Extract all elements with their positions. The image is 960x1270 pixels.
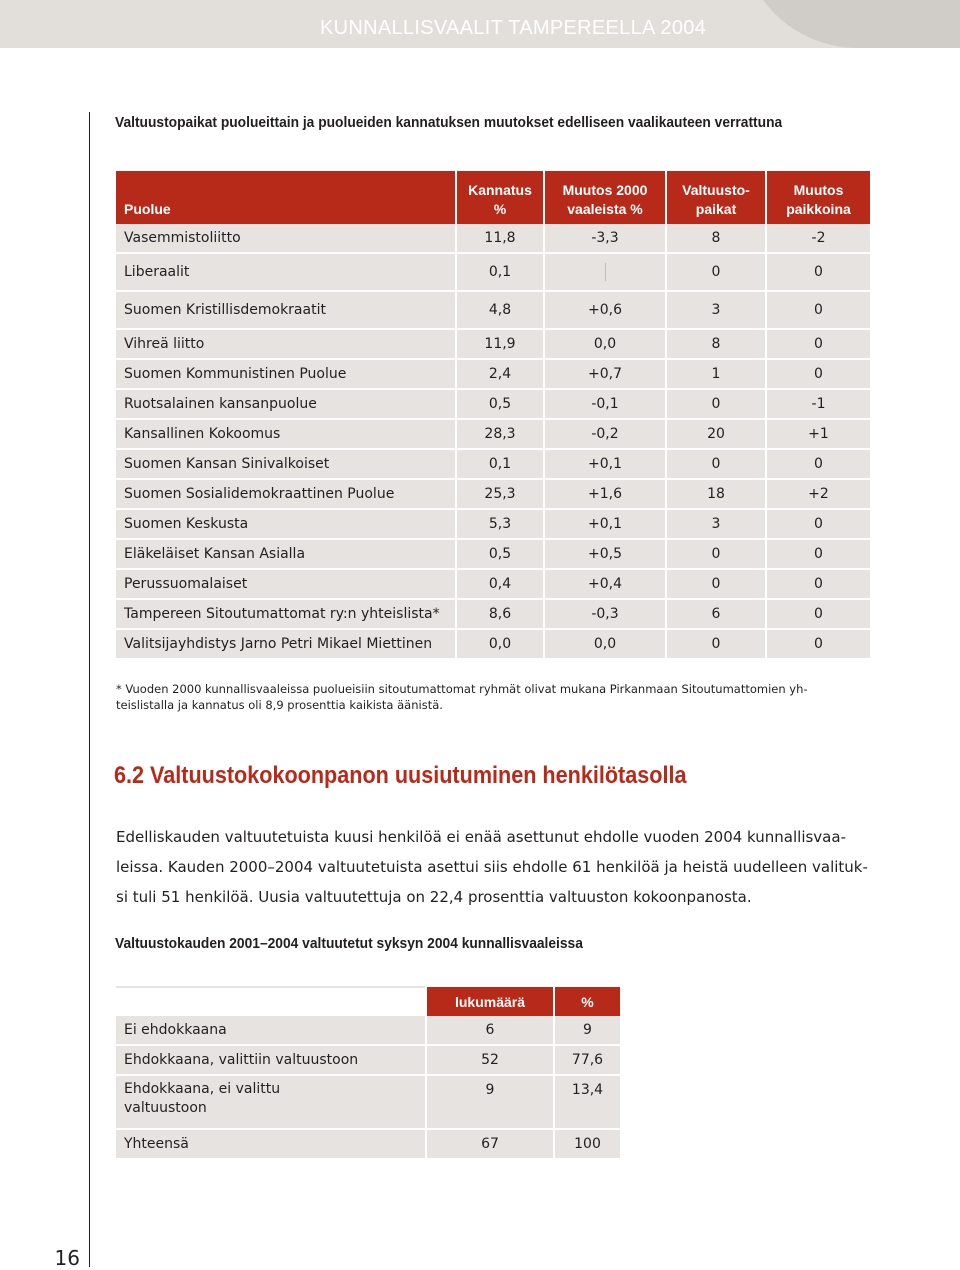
seats-cell: 8	[666, 329, 766, 359]
seat-change-cell: 0	[766, 291, 870, 329]
seat-change-cell: 0	[766, 569, 870, 599]
row-label: Ei ehdokkaana	[116, 1016, 426, 1045]
support-cell: 4,8	[456, 291, 544, 329]
party-cell: Perussuomalaiset	[116, 569, 456, 599]
party-cell: Suomen Kansan Sinivalkoiset	[116, 449, 456, 479]
table-row	[116, 509, 870, 539]
table-header-row	[116, 987, 620, 1016]
seat-change-cell: +1	[766, 419, 870, 449]
seat-change-cell: 0	[766, 329, 870, 359]
table-row	[116, 599, 870, 629]
margin-rule	[89, 112, 90, 1267]
seat-change-cell: 0	[766, 253, 870, 291]
support-cell: 28,3	[456, 419, 544, 449]
col-header-blank	[116, 987, 426, 1016]
seat-change-cell: -1	[766, 389, 870, 419]
table-row	[116, 569, 870, 599]
change-cell: +0,1	[544, 509, 666, 539]
seat-change-cell: 0	[766, 599, 870, 629]
table-row	[116, 359, 870, 389]
seat-change-cell: -2	[766, 224, 870, 253]
table2-caption: Valtuustokauden 2001–2004 valtuutetut syksyn 2004 kunnallisvaaleissa	[115, 935, 583, 952]
party-cell: Kansallinen Kokoomus	[116, 419, 456, 449]
support-cell: 0,4	[456, 569, 544, 599]
seat-change-cell: 0	[766, 509, 870, 539]
seat-change-cell: 0	[766, 539, 870, 569]
seat-change-cell: 0	[766, 359, 870, 389]
percent-cell: 9	[554, 1016, 620, 1045]
row-label: Ehdokkaana, valittiin valtuustoon	[116, 1045, 426, 1075]
section-heading: 6.2 Valtuustokokoonpanon uusiutuminen henkilötasolla	[114, 762, 687, 789]
councillors-table	[116, 986, 620, 1160]
col-header-party: Puolue	[116, 171, 456, 224]
header-decoration	[740, 0, 960, 48]
seats-cell: 1	[666, 359, 766, 389]
change-cell: -3,3	[544, 224, 666, 253]
table-row	[116, 419, 870, 449]
change-cell: -0,3	[544, 599, 666, 629]
table-row	[116, 449, 870, 479]
support-cell: 0,0	[456, 629, 544, 659]
change-cell: 0,0	[544, 329, 666, 359]
table-row	[116, 224, 870, 253]
table-row	[116, 1129, 620, 1159]
support-cell: 2,4	[456, 359, 544, 389]
seat-change-cell: +2	[766, 479, 870, 509]
party-cell: Liberaalit	[116, 253, 456, 291]
table-row	[116, 291, 870, 329]
percent-cell: 77,6	[554, 1045, 620, 1075]
footnote-line: * Vuoden 2000 kunnallisvaaleissa puolueisiin sitoutumattomat ryhmät olivat mukana Pirkanmaan Sitoutumattomien yh-	[116, 682, 808, 696]
seats-cell: 3	[666, 509, 766, 539]
support-cell: 0,1	[456, 449, 544, 479]
col-header-change: Muutos 2000 vaaleista %	[544, 171, 666, 224]
party-cell: Eläkeläiset Kansan Asialla	[116, 539, 456, 569]
count-cell: 6	[426, 1016, 554, 1045]
footnote-line: teislistalla ja kannatus oli 8,9 prosenttia kaikista äänistä.	[116, 698, 443, 712]
table-row	[116, 1075, 620, 1129]
count-cell: 67	[426, 1129, 554, 1159]
body-line: Edelliskauden valtuutetuista kuusi henkilöä ei enää asettunut ehdolle vuoden 2004 kunnallisvaa-	[116, 828, 846, 846]
support-cell: 11,8	[456, 224, 544, 253]
change-cell: +1,6	[544, 479, 666, 509]
col-header-support: Kannatus %	[456, 171, 544, 224]
party-cell: Suomen Sosialidemokraattinen Puolue	[116, 479, 456, 509]
seats-cell: 0	[666, 449, 766, 479]
change-cell: +0,4	[544, 569, 666, 599]
seat-change-cell: 0	[766, 449, 870, 479]
empty-value-marker	[605, 263, 606, 281]
seats-cell: 18	[666, 479, 766, 509]
table-row	[116, 253, 870, 291]
table-row	[116, 389, 870, 419]
change-cell	[544, 253, 666, 291]
row-label: Ehdokkaana, ei valittu valtuustoon	[116, 1075, 426, 1129]
support-cell: 0,5	[456, 389, 544, 419]
support-cell: 25,3	[456, 479, 544, 509]
table1-footnote	[116, 681, 856, 713]
page-header	[0, 0, 960, 48]
seats-cell: 6	[666, 599, 766, 629]
party-cell: Tampereen Sitoutumattomat ry:n yhteislista*	[116, 599, 456, 629]
percent-cell: 13,4	[554, 1075, 620, 1129]
party-results-table	[116, 171, 870, 660]
col-header-seat-change: Muutos paikkoina	[766, 171, 870, 224]
table-row	[116, 1045, 620, 1075]
change-cell: 0,0	[544, 629, 666, 659]
change-cell: +0,7	[544, 359, 666, 389]
seats-cell: 20	[666, 419, 766, 449]
section-body	[116, 822, 876, 912]
table-row	[116, 329, 870, 359]
seats-cell: 0	[666, 253, 766, 291]
party-cell: Suomen Kommunistinen Puolue	[116, 359, 456, 389]
party-cell: Vihreä liitto	[116, 329, 456, 359]
change-cell: +0,1	[544, 449, 666, 479]
col-header-count: lukumäärä	[426, 987, 554, 1016]
col-header-seats: Valtuusto- paikat	[666, 171, 766, 224]
change-cell: -0,2	[544, 419, 666, 449]
table-row	[116, 1016, 620, 1045]
table-row	[116, 479, 870, 509]
seats-cell: 0	[666, 629, 766, 659]
seats-cell: 0	[666, 569, 766, 599]
support-cell: 8,6	[456, 599, 544, 629]
table-header-row	[116, 171, 870, 224]
change-cell: +0,5	[544, 539, 666, 569]
party-cell: Suomen Keskusta	[116, 509, 456, 539]
change-cell: -0,1	[544, 389, 666, 419]
body-line: leissa. Kauden 2000–2004 valtuutetuista asettui siis ehdolle 61 henkilöä ja heistä uudelleen valituk-	[116, 858, 868, 876]
seats-cell: 3	[666, 291, 766, 329]
seats-cell: 0	[666, 389, 766, 419]
body-line: si tuli 51 henkilöä. Uusia valtuutettuja on 22,4 prosenttia valtuuston kokoonpanosta.	[116, 888, 752, 906]
page-number: 16	[54, 1246, 80, 1270]
table-row	[116, 539, 870, 569]
table1-caption: Valtuustopaikat puolueittain ja puolueiden kannatuksen muutokset edelliseen vaalikauteen verrattuna	[115, 114, 783, 131]
count-cell: 9	[426, 1075, 554, 1129]
seats-cell: 0	[666, 539, 766, 569]
support-cell: 11,9	[456, 329, 544, 359]
seat-change-cell: 0	[766, 629, 870, 659]
count-cell: 52	[426, 1045, 554, 1075]
party-cell: Ruotsalainen kansanpuolue	[116, 389, 456, 419]
row-label: Yhteensä	[116, 1129, 426, 1159]
party-cell: Valitsijayhdistys Jarno Petri Mikael Miettinen	[116, 629, 456, 659]
support-cell: 5,3	[456, 509, 544, 539]
percent-cell: 100	[554, 1129, 620, 1159]
header-title: KUNNALLISVAALIT TAMPEREELLA 2004	[320, 17, 707, 39]
change-cell: +0,6	[544, 291, 666, 329]
support-cell: 0,5	[456, 539, 544, 569]
party-cell: Vasemmistoliitto	[116, 224, 456, 253]
support-cell: 0,1	[456, 253, 544, 291]
table-row	[116, 629, 870, 659]
col-header-percent: %	[554, 987, 620, 1016]
party-cell: Suomen Kristillisdemokraatit	[116, 291, 456, 329]
seats-cell: 8	[666, 224, 766, 253]
